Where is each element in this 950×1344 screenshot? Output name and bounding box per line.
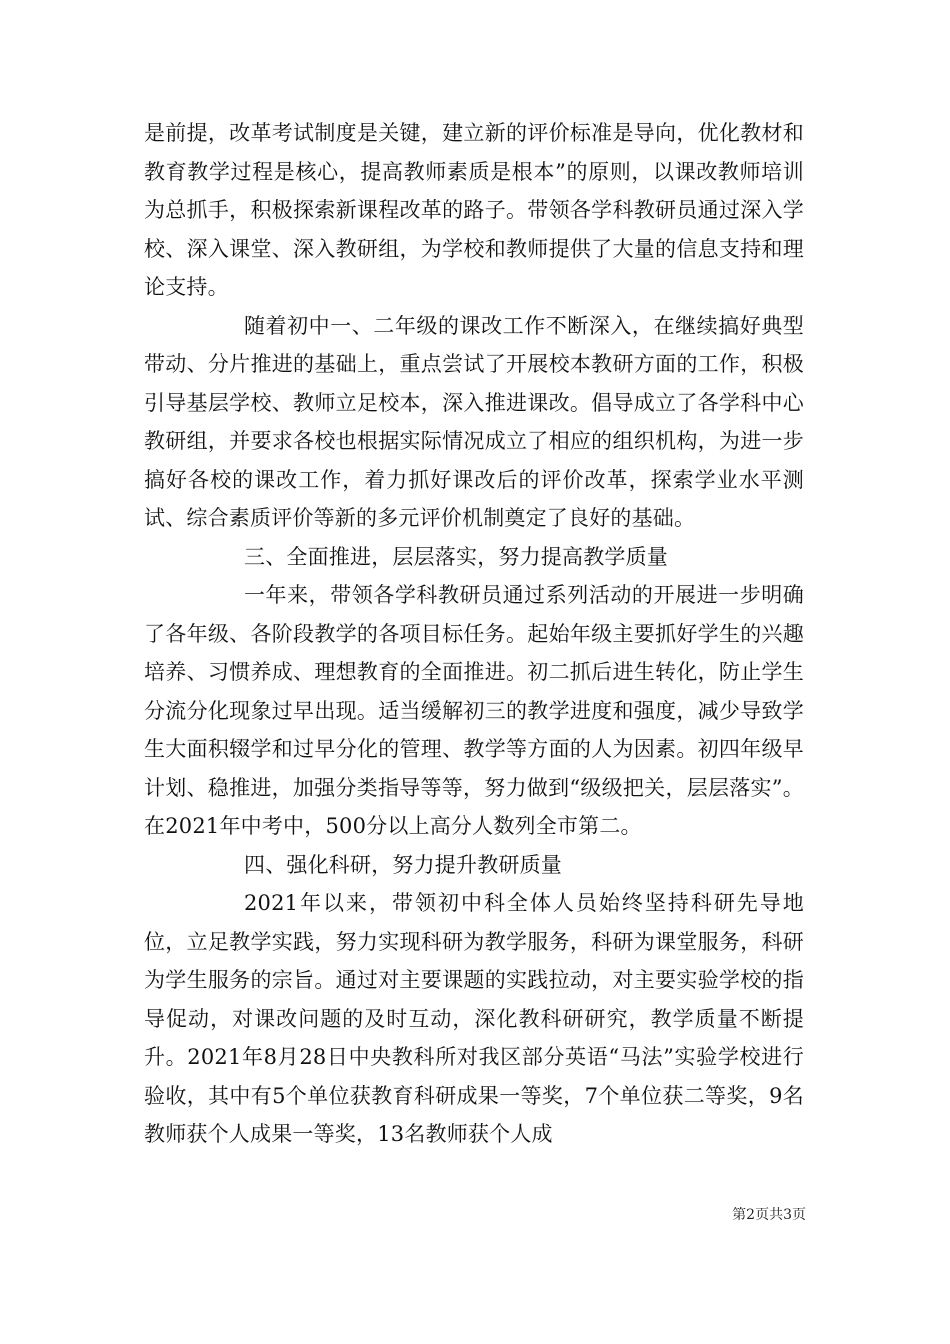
- document-body: [144, 114, 804, 1154]
- page-number-footer: 第2页共3页: [732, 1207, 806, 1223]
- paragraph-continuation: 是前提，改革考试制度是关键，建立新的评价标准是导向，优化教材和教育教学过程是核心，提高教师素质是根本”的原则，以课改教师培训为总抓手，积极探索新课程改革的路子。带领各学科教研员通过深入学校、深入课堂、深入教研组，为学校和教师提供了大量的信息支持和理论支持。: [144, 121, 804, 299]
- paragraph-research: 2021年以来，带领初中科全体人员始终坚持科研先导地位，立足教学实践，努力实现科研为教学服务，科研为课堂服务，科研为学生服务的宗旨。通过对主要课题的实践拉动，对主要实验学校的指导促动，对课改问题的及时互动，深化教科研研究，教学质量不断提升。2021年8月28日中央教科所对我区部分英语“马法”实验学校进行验收，其中有5个单位获教育科研成果一等奖，7个单位获二等奖，9名教师获个人成果一等奖，13名教师获个人成: [144, 891, 804, 1146]
- section-heading-four: 四、强化科研，努力提升教研质量: [244, 852, 562, 877]
- paragraph-curriculum-reform: 随着初中一、二年级的课改工作不断深入，在继续搞好典型带动、分片推进的基础上，重点尝试了开展校本教研方面的工作，积极引导基层学校、教师立足校本，深入推进课改。倡导成立了各学科中心教研组，并要求各校也根据实际情况成立了相应的组织机构，为进一步搞好各校的课改工作，着力抓好课改后的评价改革，探索学业水平测试、综合素质评价等新的多元评价机制奠定了良好的基础。: [144, 313, 804, 530]
- paragraph-teaching-quality: 一年来，带领各学科教研员通过系列活动的开展进一步明确了各年级、各阶段教学的各项目标任务。起始年级主要抓好学生的兴趣培养、习惯养成、理想教育的全面推进。初二抓后进生转化，防止学生分流分化现象过早出现。适当缓解初三的教学进度和强度，减少导致学生大面积辍学和过早分化的管理、教学等方面的人为因素。初四年级早计划、稳推进，加强分类指导等等，努力做到“级级把关，层层落实”。在2021年中考中，500分以上高分人数列全市第二。: [144, 583, 804, 838]
- section-heading-three: 三、全面推进，层层落实，努力提高教学质量: [244, 544, 668, 569]
